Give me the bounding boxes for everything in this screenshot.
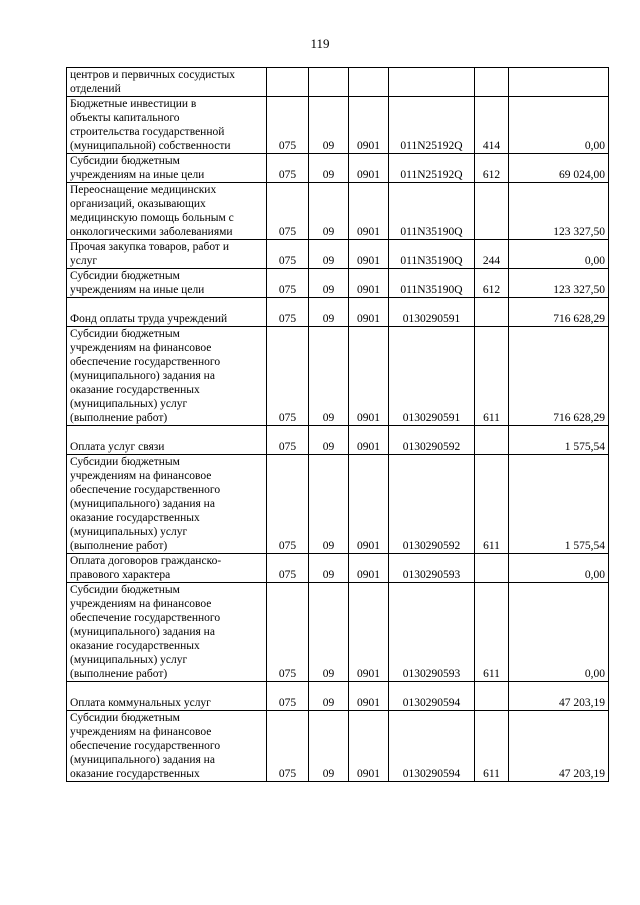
table-row [67,455,609,554]
ministry-code-cell: 075 [267,455,309,554]
table-row [67,426,609,455]
amount-cell: 69 024,00 [509,154,609,183]
row-name-cell: Переоснащение медицинских организаций, оказывающих медицинскую помощь больным с онкологическими заболеваниями [67,183,267,240]
ministry-code-cell [267,68,309,97]
expense-type-cell [475,682,509,711]
amount-cell: 0,00 [509,240,609,269]
target-article-cell: 0130290591 [389,327,475,426]
target-article-cell: 011N25192Q [389,154,475,183]
amount-cell: 716 628,29 [509,298,609,327]
section-code-cell: 09 [309,298,349,327]
target-article-cell: 011N35190Q [389,269,475,298]
amount-cell: 123 327,50 [509,183,609,240]
target-article-cell [389,68,475,97]
row-name-cell: Оплата договоров гражданско- правового характера [67,554,267,583]
section-code-cell: 09 [309,583,349,682]
expense-type-cell [475,554,509,583]
ministry-code-cell: 075 [267,183,309,240]
expense-type-cell: 414 [475,97,509,154]
ministry-code-cell: 075 [267,269,309,298]
expense-type-cell [475,426,509,455]
target-article-cell: 0130290594 [389,711,475,782]
row-name-cell: Субсидии бюджетным учреждениям на финансовое обеспечение государственного (муниципального) задания на оказание государственных (муниципальных) услуг (выполнение работ) [67,583,267,682]
target-article-cell: 0130290594 [389,682,475,711]
section-code-cell: 09 [309,455,349,554]
row-name-cell: Субсидии бюджетным учреждениям на финансовое обеспечение государственного (муниципального) задания на оказание государственных [67,711,267,782]
ministry-code-cell: 075 [267,426,309,455]
section-code-cell: 09 [309,682,349,711]
table-row [67,327,609,426]
expense-type-cell [475,298,509,327]
ministry-code-cell: 075 [267,298,309,327]
table-row [67,183,609,240]
section-code-cell [309,68,349,97]
row-name-cell: Субсидии бюджетным учреждениям на финансовое обеспечение государственного (муниципального) задания на оказание государственных (муниципальных) услуг (выполнение работ) [67,455,267,554]
subsection-code-cell: 0901 [349,455,389,554]
table-row [67,240,609,269]
target-article-cell: 011N35190Q [389,183,475,240]
section-code-cell: 09 [309,154,349,183]
subsection-code-cell: 0901 [349,682,389,711]
row-name-cell: Оплата услуг связи [67,426,267,455]
expense-type-cell: 611 [475,455,509,554]
subsection-code-cell: 0901 [349,97,389,154]
section-code-cell: 09 [309,97,349,154]
amount-cell: 716 628,29 [509,327,609,426]
amount-cell: 0,00 [509,583,609,682]
subsection-code-cell: 0901 [349,298,389,327]
subsection-code-cell: 0901 [349,583,389,682]
ministry-code-cell: 075 [267,583,309,682]
amount-cell: 47 203,19 [509,711,609,782]
table-row [67,68,609,97]
subsection-code-cell: 0901 [349,154,389,183]
table-row [67,269,609,298]
ministry-code-cell: 075 [267,711,309,782]
expense-type-cell: 244 [475,240,509,269]
expense-type-cell: 611 [475,711,509,782]
expense-type-cell: 611 [475,583,509,682]
ministry-code-cell: 075 [267,97,309,154]
amount-cell: 0,00 [509,554,609,583]
table-row [67,583,609,682]
ministry-code-cell: 075 [267,240,309,269]
expense-type-cell: 612 [475,269,509,298]
budget-table-body [67,68,609,782]
row-name-cell: центров и первичных сосудистых отделений [67,68,267,97]
section-code-cell: 09 [309,554,349,583]
subsection-code-cell: 0901 [349,327,389,426]
section-code-cell: 09 [309,183,349,240]
table-row [67,298,609,327]
ministry-code-cell: 075 [267,154,309,183]
table-row [67,154,609,183]
row-name-cell: Оплата коммунальных услуг [67,682,267,711]
row-name-cell: Прочая закупка товаров, работ и услуг [67,240,267,269]
target-article-cell: 0130290593 [389,554,475,583]
section-code-cell: 09 [309,327,349,426]
table-row [67,682,609,711]
subsection-code-cell: 0901 [349,554,389,583]
subsection-code-cell [349,68,389,97]
target-article-cell: 0130290593 [389,583,475,682]
amount-cell: 1 575,54 [509,455,609,554]
page-number: 119 [310,36,330,51]
expense-type-cell [475,68,509,97]
target-article-cell: 011N35190Q [389,240,475,269]
table-row [67,711,609,782]
target-article-cell: 0130290592 [389,426,475,455]
expense-type-cell [475,183,509,240]
section-code-cell: 09 [309,240,349,269]
subsection-code-cell: 0901 [349,183,389,240]
target-article-cell: 011N25192Q [389,97,475,154]
amount-cell: 0,00 [509,97,609,154]
amount-cell [509,68,609,97]
ministry-code-cell: 075 [267,682,309,711]
subsection-code-cell: 0901 [349,711,389,782]
subsection-code-cell: 0901 [349,240,389,269]
amount-cell: 47 203,19 [509,682,609,711]
subsection-code-cell: 0901 [349,269,389,298]
row-name-cell: Субсидии бюджетным учреждениям на иные цели [67,269,267,298]
row-name-cell: Фонд оплаты труда учреждений [67,298,267,327]
amount-cell: 123 327,50 [509,269,609,298]
section-code-cell: 09 [309,711,349,782]
row-name-cell: Субсидии бюджетным учреждениям на финансовое обеспечение государственного (муниципального) задания на оказание государственных (муниципальных) услуг (выполнение работ) [67,327,267,426]
amount-cell: 1 575,54 [509,426,609,455]
row-name-cell: Бюджетные инвестиции в объекты капитального строительства государственной (муниципальной) собственности [67,97,267,154]
expense-type-cell: 611 [475,327,509,426]
table-row [67,554,609,583]
table-row [67,97,609,154]
row-name-cell: Субсидии бюджетным учреждениям на иные цели [67,154,267,183]
ministry-code-cell: 075 [267,554,309,583]
section-code-cell: 09 [309,269,349,298]
section-code-cell: 09 [309,426,349,455]
target-article-cell: 0130290591 [389,298,475,327]
target-article-cell: 0130290592 [389,455,475,554]
expense-type-cell: 612 [475,154,509,183]
ministry-code-cell: 075 [267,327,309,426]
subsection-code-cell: 0901 [349,426,389,455]
budget-table [66,67,609,782]
